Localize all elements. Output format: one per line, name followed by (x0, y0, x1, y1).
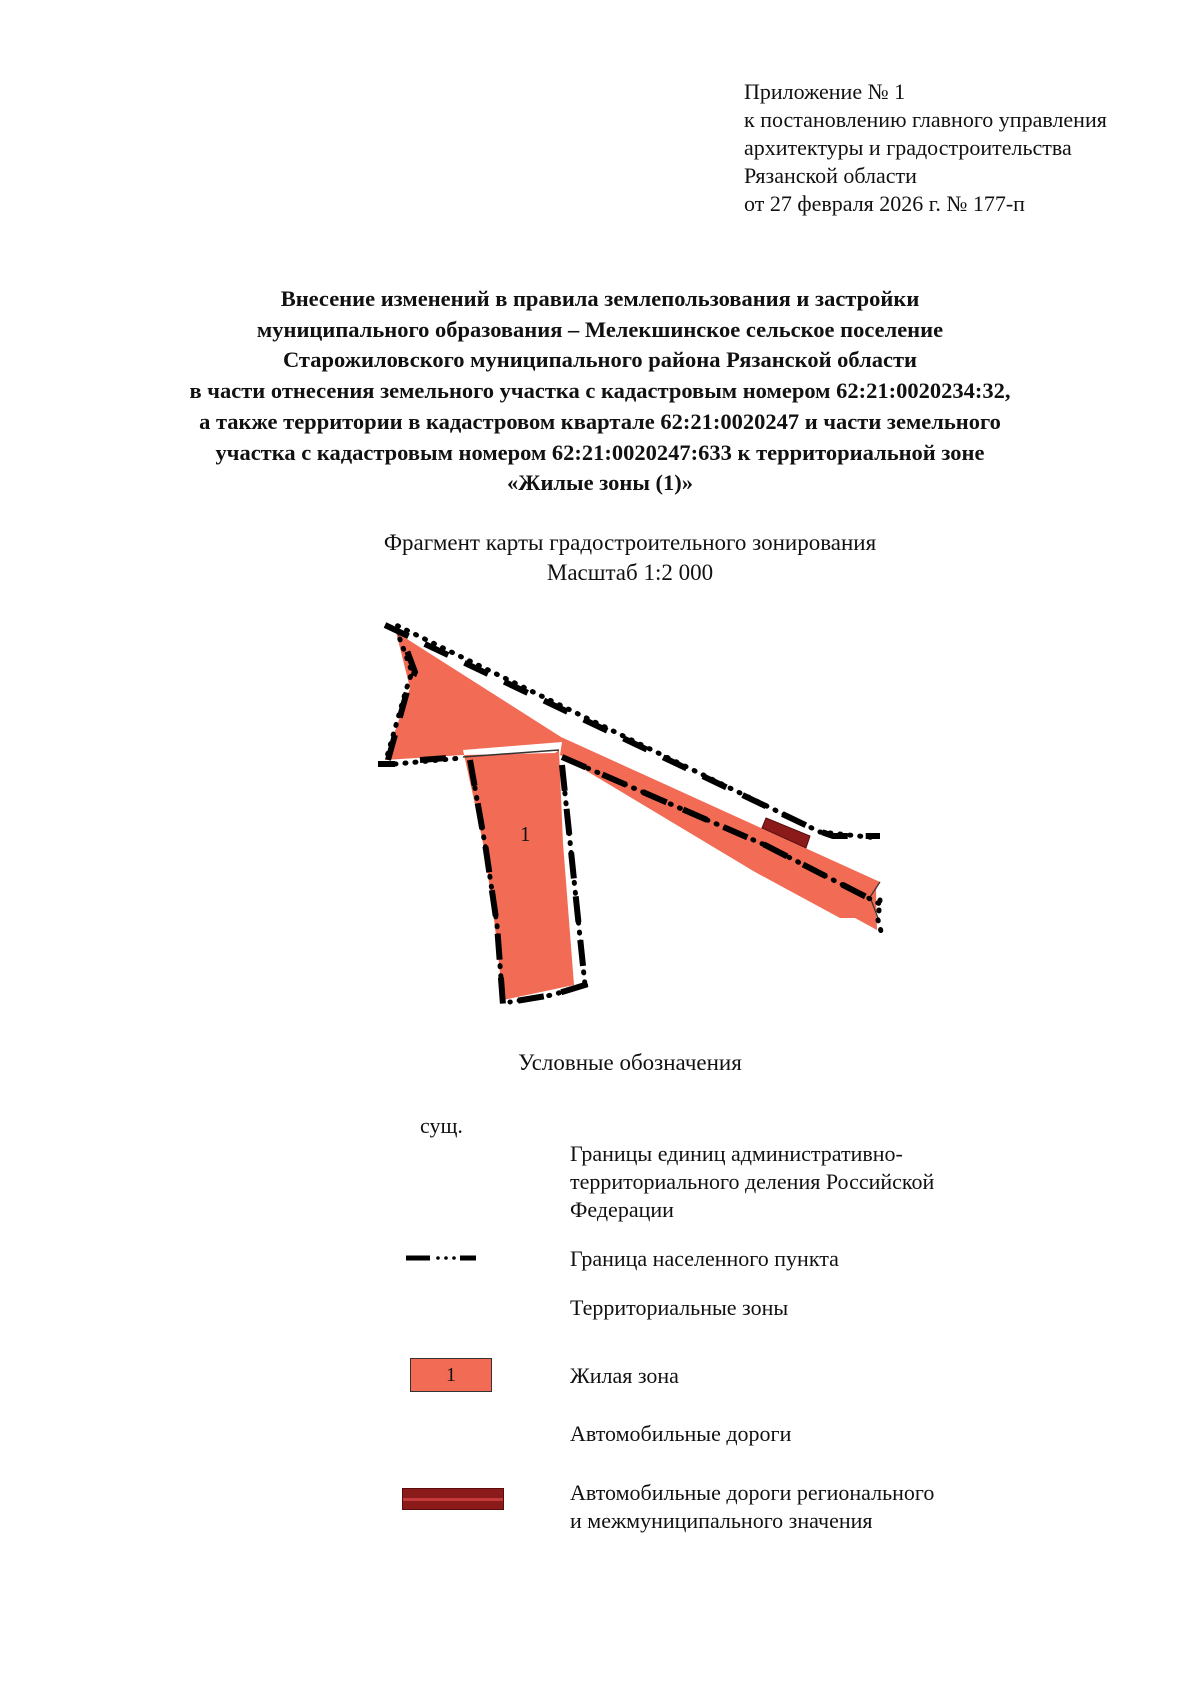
title-line: «Жилые зоны (1)» (506, 470, 694, 496)
title-line: Старожиловского муниципального района Рязанской области (282, 347, 917, 373)
legend-existing-label: сущ. (420, 1113, 463, 1138)
legend-admin-boundaries (570, 1140, 934, 1224)
legend-settlement-boundary: Граница населенного пункта (570, 1246, 839, 1271)
appendix-line: к постановлению главного управления (744, 107, 1107, 132)
appendix-line: от 27 февраля 2026 г. № 177-п (744, 191, 1025, 216)
appendix-line: Приложение № 1 (744, 79, 906, 104)
appendix-line: архитектуры и градостроительства (744, 135, 1072, 160)
title-line: в части отнесения земельного участка с кадастровым номером 62:21:0020234:32, (189, 378, 1011, 404)
road-sample-stripe (403, 1498, 503, 1501)
legend-roads: Автомобильные дороги (570, 1421, 792, 1446)
legend-title: Условные обозначения (518, 1050, 742, 1075)
legend-regional-road-sample (402, 1488, 504, 1510)
map-scale: Масштаб 1:2 000 (546, 560, 714, 585)
legend-boundary-sample (406, 1256, 476, 1260)
title-line: муниципального образования – Мелекшинское сельское поселение (256, 316, 944, 342)
legend-admin-boundaries-line: Федерации (570, 1197, 674, 1222)
title-line: Внесение изменений в правила землепользования и застройки (280, 286, 920, 311)
title-line: участка с кадастровым номером 62:21:0020247:633 к территориальной зоне (215, 439, 985, 465)
zone-number-label: 1 (520, 822, 531, 846)
legend-residential-zone: Жилая зона (570, 1363, 679, 1388)
legend-residential-zone-sample: 1 (410, 1358, 492, 1392)
title-line: а также территории в кадастровом квартале 62:21:0020247 и части земельного (199, 408, 1001, 434)
residential-zone-polygon (385, 632, 880, 1000)
legend-regional-roads-line: и межмуниципального значения (570, 1508, 873, 1533)
legend-admin-boundaries-line: Границы единиц административно- (570, 1141, 903, 1166)
legend-territorial-zones: Территориальные зоны (570, 1295, 789, 1320)
appendix-line: Рязанской области (744, 163, 917, 188)
legend-admin-boundaries-line: территориального деления Российской (570, 1169, 935, 1194)
legend-regional-roads (570, 1479, 934, 1535)
legend-regional-roads-line: Автомобильные дороги регионального (570, 1480, 935, 1505)
map-fragment-caption: Фрагмент карты градостроительного зонирования (383, 530, 877, 555)
